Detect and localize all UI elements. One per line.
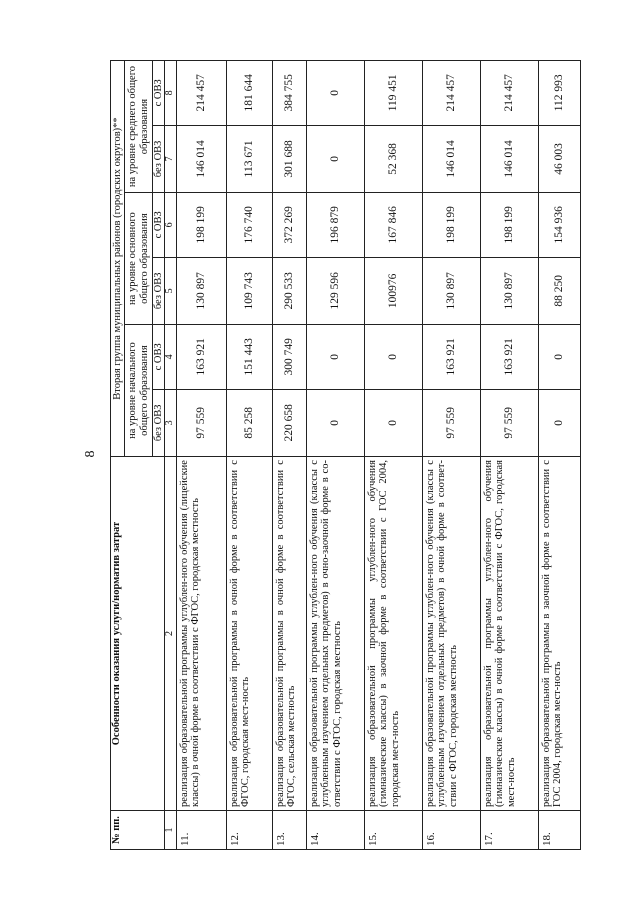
- table-row: [538, 61, 580, 850]
- row-description: реализация образовательной программы углублен-ного обучения (классы с углубленным изучением отдельных предметов) в очно-заочной форме в со-ответствии с ФГОС, городская местность: [306, 457, 364, 811]
- row-number: 16.: [422, 811, 480, 850]
- row-description: реализация образовательной программы углублен-ного обучения (гимназические классы) в заочной форме в соответствии с ГОС 2004, городская мест-ность: [364, 457, 422, 811]
- header-level-primary: на уровне начального общего образования: [125, 325, 153, 457]
- header-sub: с ОВЗ: [153, 325, 165, 389]
- cell-value: 384 755: [272, 61, 306, 126]
- header-num: № пп.: [111, 811, 165, 850]
- table-row: [176, 61, 226, 850]
- cell-value: 130 897: [480, 257, 538, 324]
- column-index: 6: [165, 193, 177, 257]
- cell-value: 290 533: [272, 257, 306, 324]
- cell-value: 100976: [364, 257, 422, 324]
- header-sub: с ОВЗ: [153, 193, 165, 257]
- cell-value: 167 846: [364, 193, 422, 257]
- cell-value: 176 740: [226, 193, 272, 257]
- table-row: [306, 61, 364, 850]
- cell-value: 0: [538, 325, 580, 389]
- page-number: 8: [83, 450, 98, 458]
- cell-value: 129 596: [306, 257, 364, 324]
- row-number: 14.: [306, 811, 364, 850]
- cell-value: 146 014: [480, 125, 538, 192]
- header-sub: без ОВЗ: [153, 125, 165, 192]
- row-description: реализация образовательной программы в очной форме в соответствии с ФГОС, сельская местность: [272, 457, 306, 811]
- header-level-basic: на уровне основного общего образования: [125, 193, 153, 325]
- cell-value: 88 250: [538, 257, 580, 324]
- table-row: [422, 61, 480, 850]
- column-index: 1: [165, 811, 177, 850]
- row-description: реализация образовательной программы углублен-ного обучения (гимназические классы) в очной форме в соответствии с ФГОС, городская мест-ность: [480, 457, 538, 811]
- cell-value: 198 199: [176, 193, 226, 257]
- column-index: 8: [165, 61, 177, 126]
- cell-value: 52 368: [364, 125, 422, 192]
- cell-value: 163 921: [480, 325, 538, 389]
- cell-value: 130 897: [176, 257, 226, 324]
- table-row: [480, 61, 538, 850]
- cell-value: 146 014: [176, 125, 226, 192]
- header-level-secondary: на уровне среднего общего образования: [125, 61, 153, 193]
- cell-value: 214 457: [480, 61, 538, 126]
- cell-value: 0: [306, 325, 364, 389]
- cell-value: 0: [306, 125, 364, 192]
- cell-value: 0: [364, 325, 422, 389]
- cell-value: 220 658: [272, 389, 306, 456]
- cell-value: 163 921: [176, 325, 226, 389]
- cell-value: 300 749: [272, 325, 306, 389]
- cell-value: 0: [538, 389, 580, 456]
- header-description: Особенности оказания услуги/норматив затрат: [111, 457, 165, 811]
- row-description: реализация образовательной программы углублен-ного обучения (лицейские классы) в очной форме в соответствии с ФГОС, городская местность: [176, 457, 226, 811]
- cell-value: 198 199: [480, 193, 538, 257]
- table-row: [226, 61, 272, 850]
- cell-value: 109 743: [226, 257, 272, 324]
- row-number: 15.: [364, 811, 422, 850]
- row-description: реализация образовательной программы в заочной форме в соответствии с ГОС 2004, городская мест-ность: [538, 457, 580, 811]
- cell-value: 130 897: [422, 257, 480, 324]
- cell-value: 119 451: [364, 61, 422, 126]
- cell-value: 97 559: [176, 389, 226, 456]
- cell-value: 0: [364, 389, 422, 456]
- cell-value: 97 559: [480, 389, 538, 456]
- row-description: реализация образовательной программы углублен-ного обучения (классы с углубленным изучением отдельных предметов) в очной форме в соответ-ствии с ФГОС, городская местность: [422, 457, 480, 811]
- row-description: реализация образовательной программы в очной форме в соответствии с ФГОС, городская мест-ность: [226, 457, 272, 811]
- header-sub: с ОВЗ: [153, 61, 165, 126]
- header-sub: без ОВЗ: [153, 257, 165, 324]
- row-number: 13.: [272, 811, 306, 850]
- header-sub: без ОВЗ: [153, 389, 165, 456]
- cell-value: 214 457: [176, 61, 226, 126]
- cell-value: 0: [306, 389, 364, 456]
- cell-value: 196 879: [306, 193, 364, 257]
- cell-value: 151 443: [226, 325, 272, 389]
- row-number: 18.: [538, 811, 580, 850]
- cell-value: 0: [306, 61, 364, 126]
- column-index: 2: [165, 457, 177, 811]
- cell-value: 181 644: [226, 61, 272, 126]
- row-number: 12.: [226, 811, 272, 850]
- cell-value: 198 199: [422, 193, 480, 257]
- header-group: Вторая группа муниципальных районов (городских округов)**: [111, 61, 125, 457]
- table-row: [272, 61, 306, 850]
- cell-value: 214 457: [422, 61, 480, 126]
- cell-value: 85 258: [226, 389, 272, 456]
- cell-value: 113 671: [226, 125, 272, 192]
- row-number: 17.: [480, 811, 538, 850]
- cell-value: 154 936: [538, 193, 580, 257]
- cell-value: 112 993: [538, 61, 580, 126]
- column-index: 7: [165, 125, 177, 192]
- cell-value: 97 559: [422, 389, 480, 456]
- cost-norms-table: [110, 60, 581, 850]
- cell-value: 163 921: [422, 325, 480, 389]
- column-index: 5: [165, 257, 177, 324]
- rotated-table-container: [110, 60, 565, 850]
- table-row: [364, 61, 422, 850]
- row-number: 11.: [176, 811, 226, 850]
- cell-value: 146 014: [422, 125, 480, 192]
- column-index: 4: [165, 325, 177, 389]
- column-index: 3: [165, 389, 177, 456]
- cell-value: 372 269: [272, 193, 306, 257]
- cell-value: 46 003: [538, 125, 580, 192]
- cell-value: 301 688: [272, 125, 306, 192]
